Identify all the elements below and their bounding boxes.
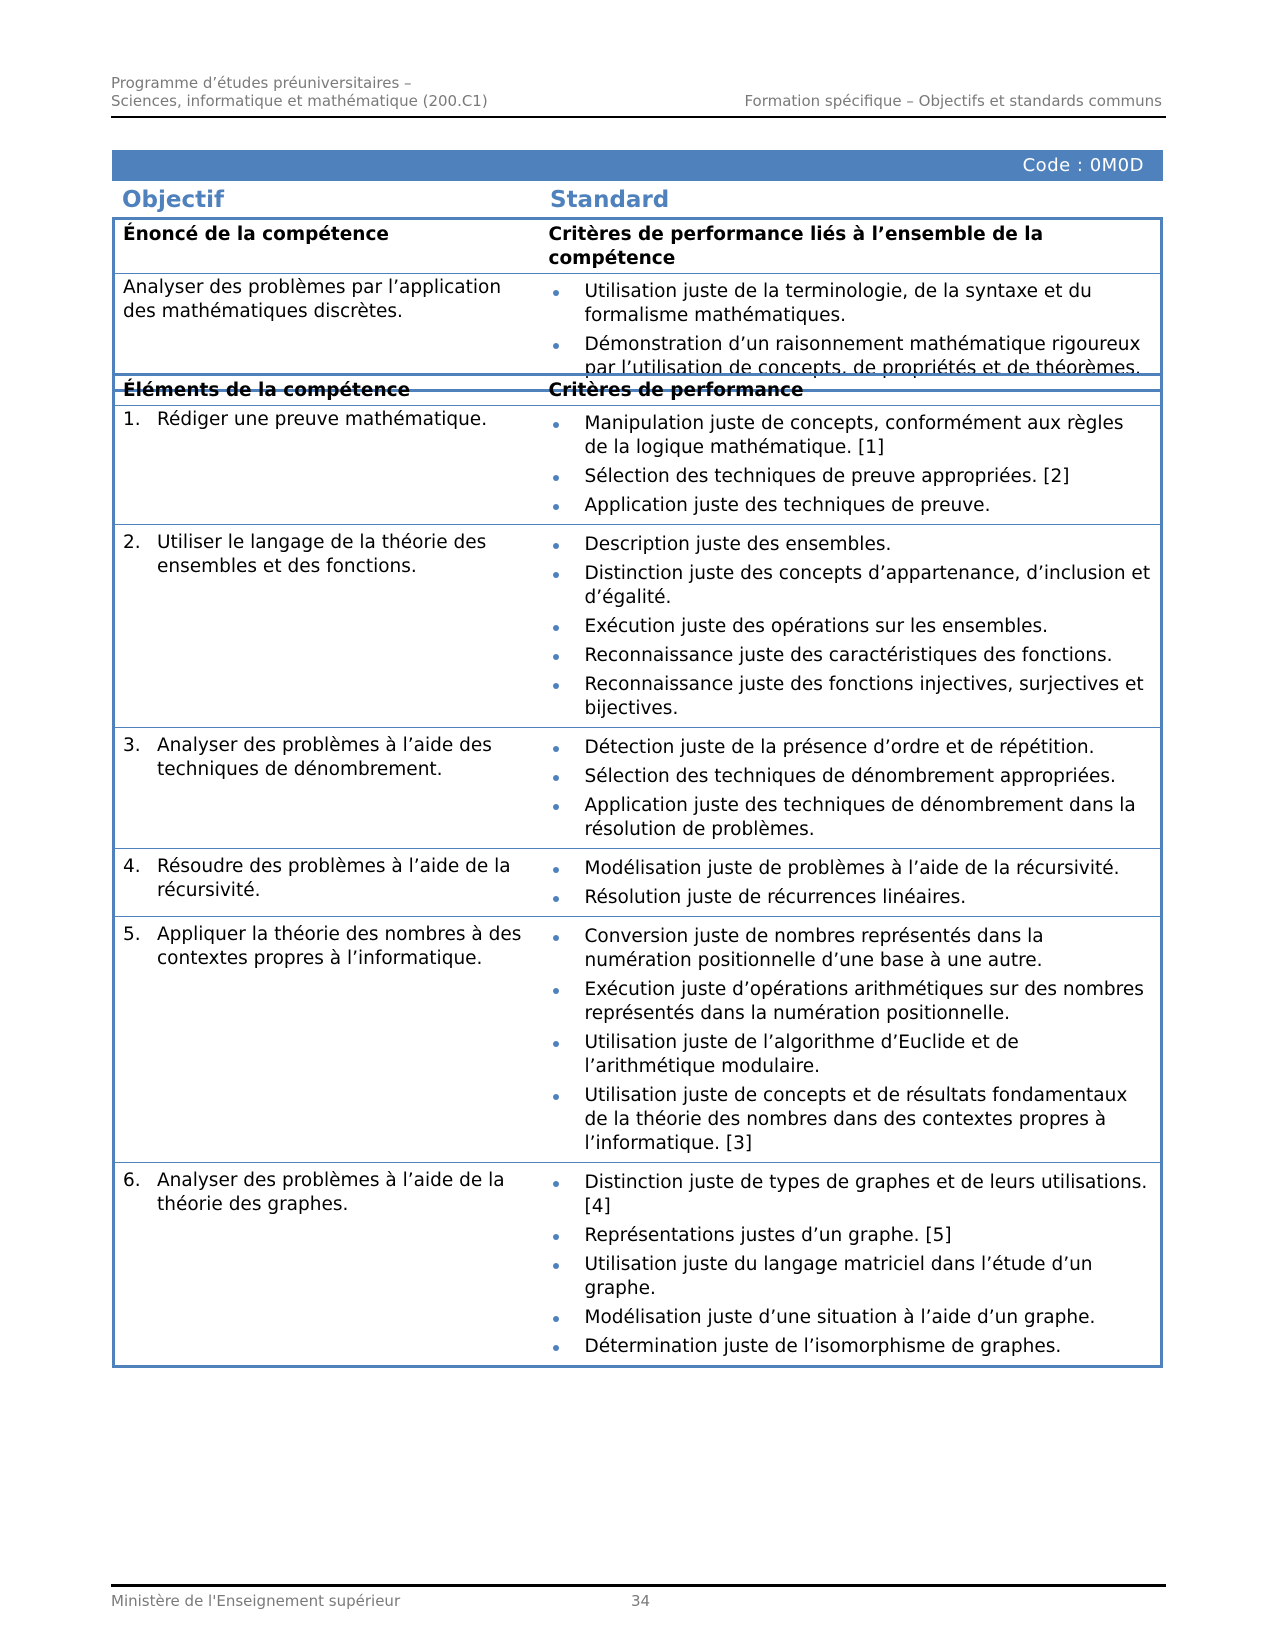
ministry-name: Ministère de l'Enseignement supérieur bbox=[111, 1592, 401, 1610]
bullet-icon bbox=[553, 988, 559, 994]
competence-statement-table bbox=[112, 217, 1163, 392]
bullet-icon bbox=[553, 896, 559, 902]
standard-heading: Standard bbox=[550, 187, 670, 213]
bullet-icon bbox=[553, 1263, 559, 1269]
criterion-item: Reconnaissance juste des fonctions injectives, surjectives et bijectives. bbox=[549, 673, 1153, 721]
criterion-item: Résolution juste de récurrences linéaires. bbox=[549, 886, 1153, 910]
course-code-bar: Code : 0M0D bbox=[112, 150, 1163, 181]
criterion-item: Application juste des techniques de preuve. bbox=[549, 494, 1153, 518]
criterion-item: Représentations justes d’un graphe. [5] bbox=[549, 1224, 1153, 1248]
element-row-2: 2. Utiliser le langage de la théorie des ensembles et des fonctions. Description juste des ensembles. Distinction juste des concepts d’appartenance, d’inclusion et d’égalité. Exécution juste des opérations sur les ensembles. Reconnaissance juste des caractéristiques des fonctions. Reconnaissance juste des fonctions injectives, surjectives et bijectives. bbox=[114, 525, 1162, 728]
bullet-icon bbox=[553, 804, 559, 810]
criterion-item: Sélection des techniques de dénombrement appropriées. bbox=[549, 765, 1153, 789]
criterion-item: Distinction juste de types de graphes et de leurs utilisations. [4] bbox=[549, 1171, 1153, 1219]
criterion-item: Manipulation juste de concepts, conformément aux règles de la logique mathématique. [1] bbox=[549, 412, 1153, 460]
competence-criteria-list bbox=[549, 280, 1153, 381]
objectif-heading: Objectif bbox=[122, 187, 225, 213]
element-row-3: 3. Analyser des problèmes à l’aide des techniques de dénombrement. Détection juste de la présence d’ordre et de répétition. Sélection des techniques de dénombrement appropriées. Application juste des techniques de dénombrement dans la résolution de problèmes. bbox=[114, 728, 1162, 849]
elements-table bbox=[112, 373, 1163, 1368]
competence-header-row bbox=[114, 219, 1162, 274]
elements-header-row bbox=[114, 375, 1162, 406]
page-number: 34 bbox=[631, 1592, 651, 1610]
criterion-item: Reconnaissance juste des caractéristiques des fonctions. bbox=[549, 644, 1153, 668]
criterion-item: Conversion juste de nombres représentés dans la numération positionnelle d’une base à une autre. bbox=[549, 925, 1153, 973]
bullet-icon bbox=[553, 935, 559, 941]
criterion-item: Détermination juste de l’isomorphisme de graphes. bbox=[549, 1335, 1153, 1359]
criterion-item: Utilisation juste de l’algorithme d’Euclide et de l’arithmétique modulaire. bbox=[549, 1031, 1153, 1079]
bullet-icon bbox=[553, 572, 559, 578]
bullet-icon bbox=[553, 1316, 559, 1322]
criteria-list bbox=[549, 412, 1153, 518]
page-footer bbox=[111, 1584, 1166, 1610]
criterion-item: Application juste des techniques de dénombrement dans la résolution de problèmes. bbox=[549, 794, 1153, 842]
criteria-list bbox=[549, 736, 1153, 842]
criterion-item: Utilisation juste du langage matriciel dans l’étude d’un graphe. bbox=[549, 1253, 1153, 1301]
bullet-icon bbox=[553, 625, 559, 631]
element-text: Rédiger une preuve mathématique. bbox=[157, 409, 488, 430]
criteria-list bbox=[549, 857, 1153, 910]
competence-header-right: Critères de performance liés à l’ensemble de la compétence bbox=[541, 219, 1162, 274]
criteria-list bbox=[549, 1171, 1153, 1359]
elements-header-left: Éléments de la compétence bbox=[114, 375, 541, 406]
criterion-item: Détection juste de la présence d’ordre et de répétition. bbox=[549, 736, 1153, 760]
bullet-icon bbox=[553, 1345, 559, 1351]
criterion-item: Exécution juste d’opérations arithmétiques sur des nombres représentés dans la numération positionnelle. bbox=[549, 978, 1153, 1026]
criterion-item: Description juste des ensembles. bbox=[549, 533, 1153, 557]
bullet-icon bbox=[553, 867, 559, 873]
element-text: Résoudre des problèmes à l’aide de la récursivité. bbox=[157, 856, 511, 901]
bullet-icon bbox=[553, 422, 559, 428]
criterion-item: Démonstration d’un raisonnement mathématique rigoureux par l’utilisation de concepts, de propriétés et de théorèmes. bbox=[549, 333, 1153, 381]
elements-header-right: Critères de performance bbox=[541, 375, 1162, 406]
bullet-icon bbox=[553, 1094, 559, 1100]
criterion-item: Utilisation juste de la terminologie, de la syntaxe et du formalisme mathématiques. bbox=[549, 280, 1153, 328]
element-row-4: 4. Résoudre des problèmes à l’aide de la récursivité. Modélisation juste de problèmes à l’aide de la récursivité. Résolution juste de récurrences linéaires. bbox=[114, 849, 1162, 917]
element-row-1: 1. Rédiger une preuve mathématique. Manipulation juste de concepts, conformément aux règles de la logique mathématique. [1] Sélection des techniques de preuve appropriées. [2] Application juste des techniques de preuve. bbox=[114, 406, 1162, 525]
competence-statement: Analyser des problèmes par l’application des mathématiques discrètes. bbox=[123, 277, 502, 322]
element-text: Analyser des problèmes à l’aide des techniques de dénombrement. bbox=[157, 735, 492, 780]
competence-header-left: Énoncé de la compétence bbox=[114, 219, 541, 274]
bullet-icon bbox=[553, 775, 559, 781]
criterion-item: Exécution juste des opérations sur les ensembles. bbox=[549, 615, 1153, 639]
column-headings bbox=[112, 183, 1163, 217]
criterion-item: Modélisation juste de problèmes à l’aide de la récursivité. bbox=[549, 857, 1153, 881]
bullet-icon bbox=[553, 1181, 559, 1187]
program-title bbox=[111, 74, 488, 110]
element-row-5: 5. Appliquer la théorie des nombres à des contextes propres à l’informatique. Conversion juste de nombres représentés dans la numération positionnelle d’une base à une autre. Exécution juste d’opérations arithmétiques sur des nombres représentés dans la numération positionnelle. Utilisation juste de l’algorithme d’Euclide et de l’arithmétique modulaire. Utilisation juste de concepts et de résultats fondamentaux de la théorie des nombres dans des contextes propres à l’informatique. [3] bbox=[114, 917, 1162, 1163]
criterion-item: Sélection des techniques de preuve appropriées. [2] bbox=[549, 465, 1153, 489]
element-text: Utiliser le langage de la théorie des ensembles et des fonctions. bbox=[157, 532, 487, 577]
criterion-item: Modélisation juste d’une situation à l’aide d’un graphe. bbox=[549, 1306, 1153, 1330]
criterion-item: Distinction juste des concepts d’appartenance, d’inclusion et d’égalité. bbox=[549, 562, 1153, 610]
bullet-icon bbox=[553, 746, 559, 752]
section-title: Formation spécifique – Objectifs et standards communs bbox=[744, 92, 1162, 110]
element-text: Appliquer la théorie des nombres à des contextes propres à l’informatique. bbox=[157, 924, 522, 969]
bullet-icon bbox=[553, 543, 559, 549]
bullet-icon bbox=[553, 654, 559, 660]
bullet-icon bbox=[553, 1234, 559, 1240]
bullet-icon bbox=[553, 1041, 559, 1047]
element-text: Analyser des problèmes à l’aide de la théorie des graphes. bbox=[157, 1170, 505, 1215]
page-header bbox=[111, 74, 1166, 118]
bullet-icon bbox=[553, 504, 559, 510]
criteria-list bbox=[549, 533, 1153, 721]
bullet-icon bbox=[553, 343, 559, 349]
criteria-list bbox=[549, 925, 1153, 1156]
criterion-item: Utilisation juste de concepts et de résultats fondamentaux de la théorie des nombres dans des contextes propres à l’informatique. [3] bbox=[549, 1084, 1153, 1156]
program-title-line1: Programme d’études préuniversitaires – bbox=[111, 74, 412, 92]
bullet-icon bbox=[553, 683, 559, 689]
bullet-icon bbox=[553, 475, 559, 481]
element-row-6: 6. Analyser des problèmes à l’aide de la théorie des graphes. Distinction juste de types de graphes et de leurs utilisations. [4] Représentations justes d’un graphe. [5] Utilisation juste du langage matriciel dans l’étude d’un graphe. Modélisation juste d’une situation à l’aide d’un graphe. Détermination juste de l’isomorphisme de graphes. bbox=[114, 1163, 1162, 1367]
bullet-icon bbox=[553, 290, 559, 296]
program-title-line2: Sciences, informatique et mathématique (200.C1) bbox=[111, 92, 488, 110]
